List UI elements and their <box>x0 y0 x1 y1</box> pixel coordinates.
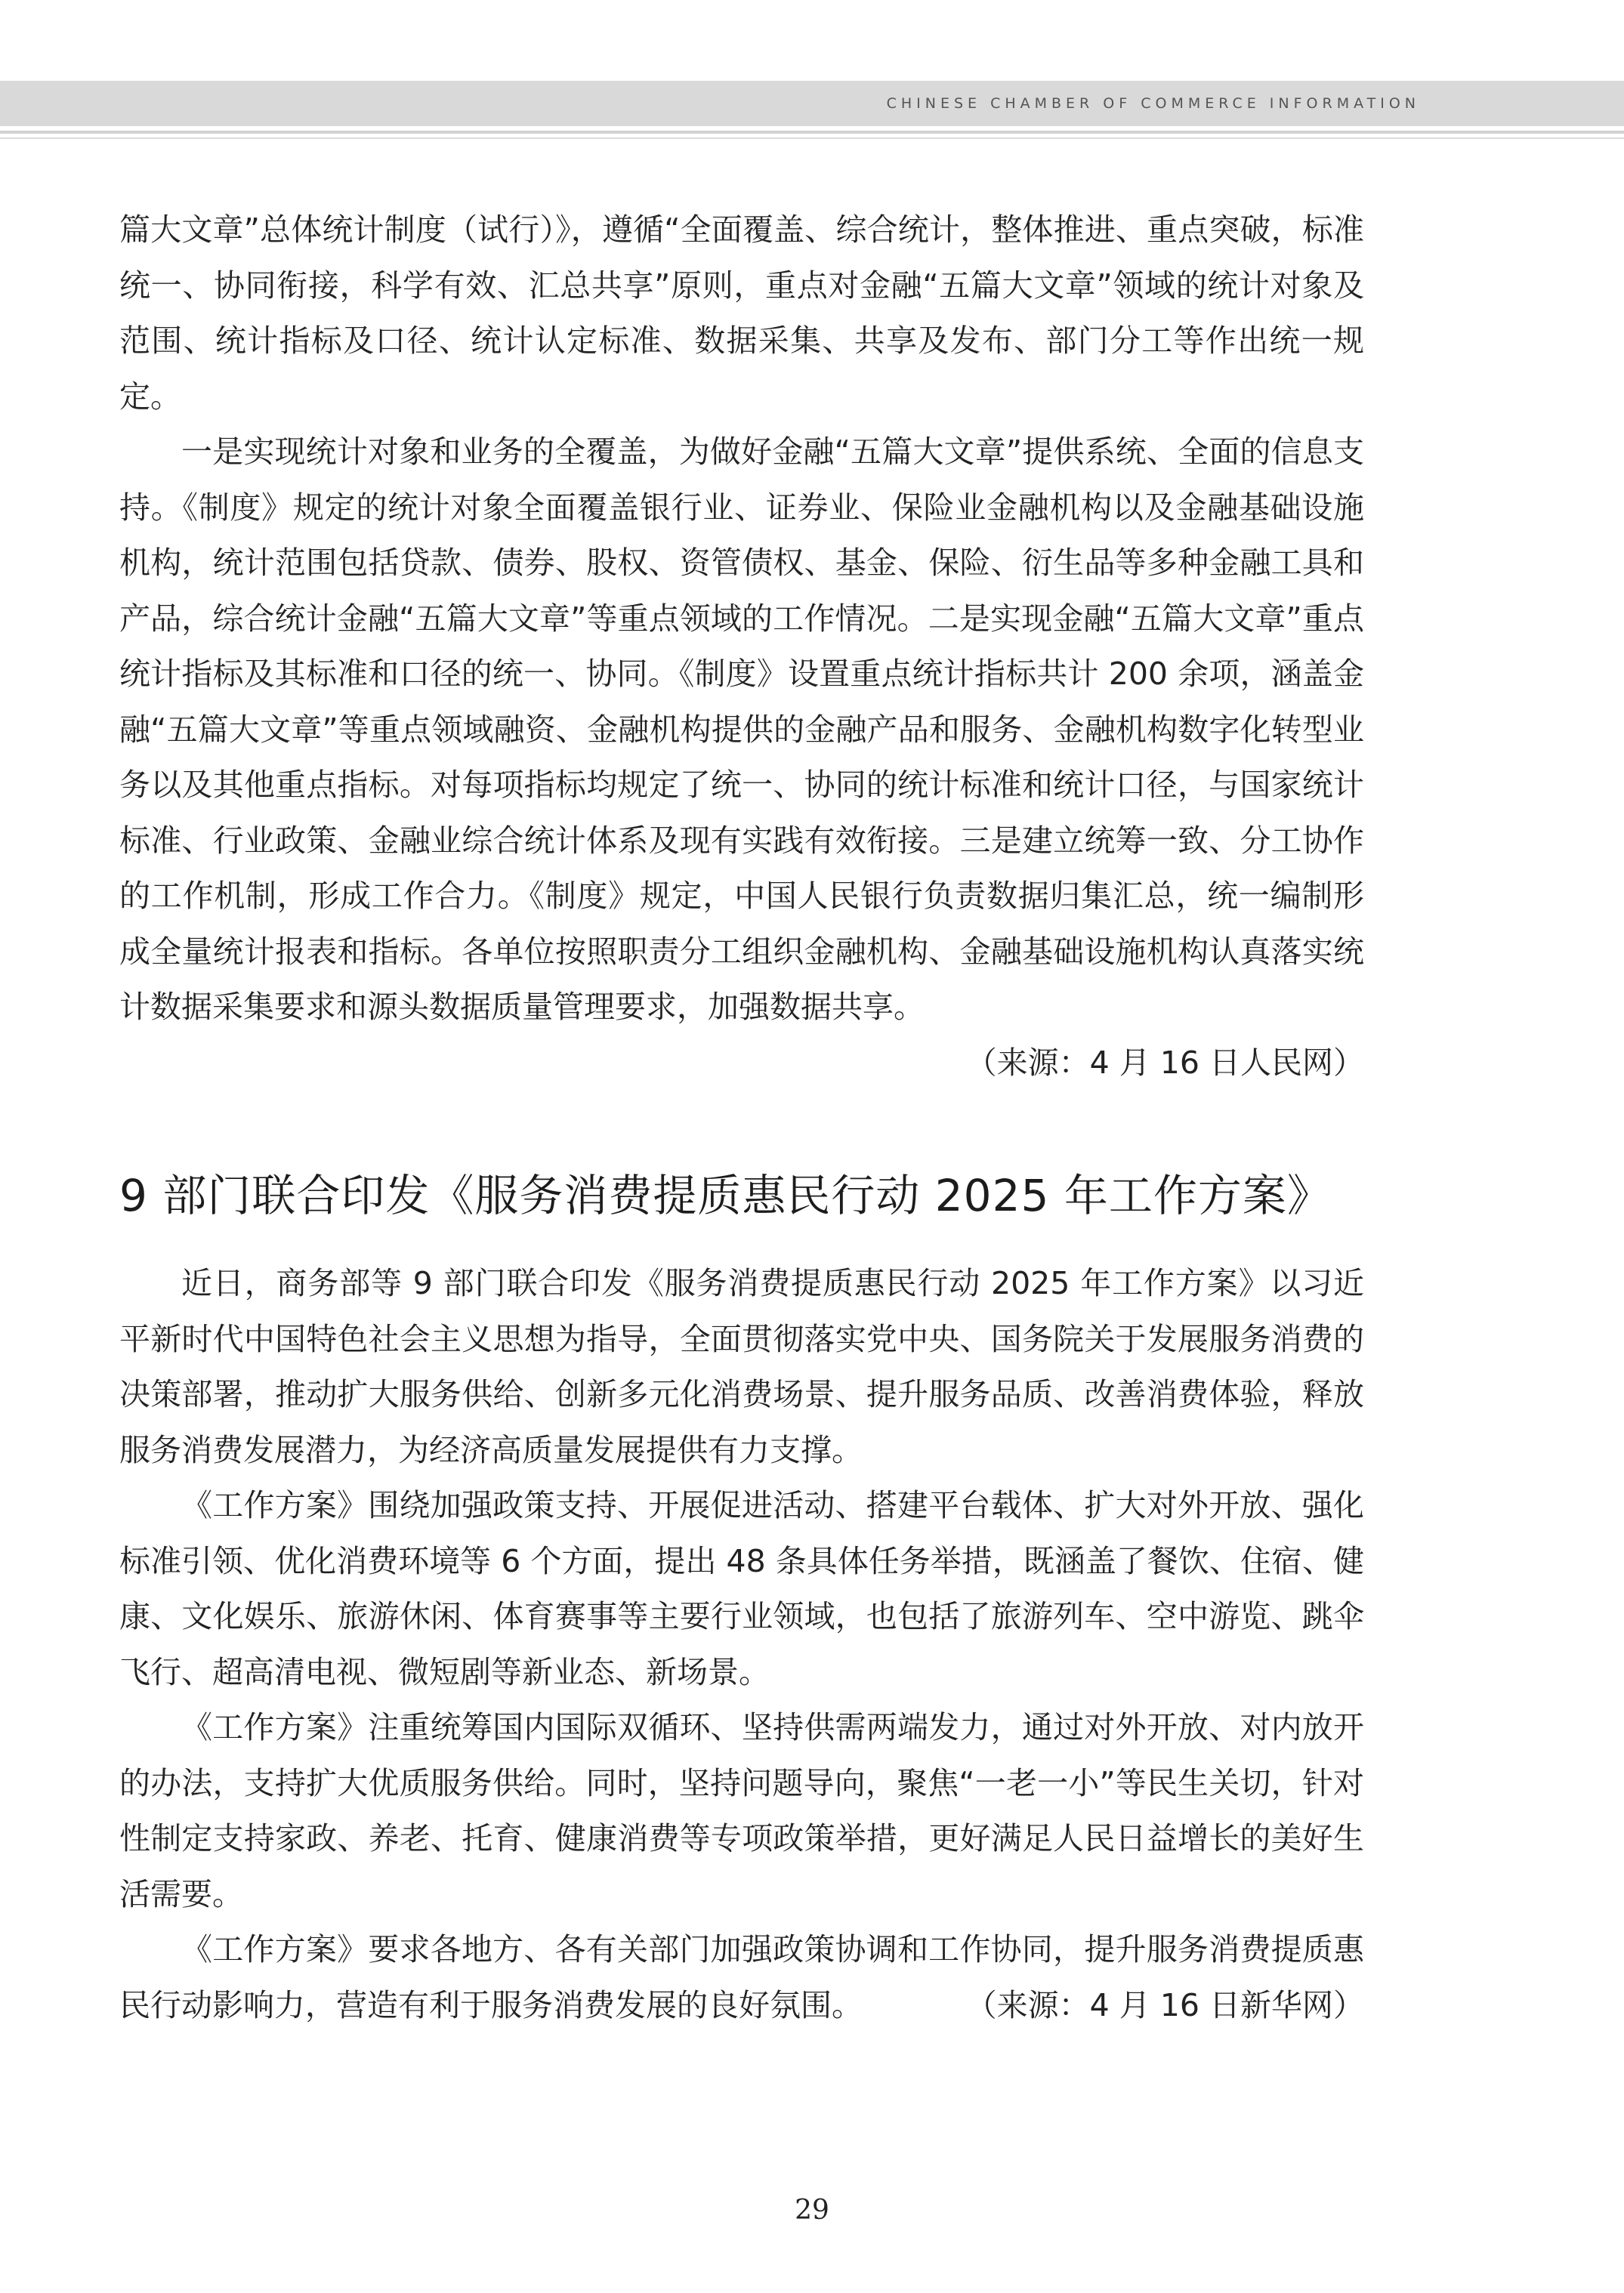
article2-paragraph-1: 近日，商务部等 9 部门联合印发《服务消费提质惠民行动 2025 年工作方案》以习近平新时代中国特色社会主义思想为指导，全面贯彻落实党中央、国务院关于发展服务消费的决策部署，推动扩大服务供给、创新多元化消费场景、提升服务品质、改善消费体验，释放服务消费发展潜力，为经济高质量发展提供有力支撑。 <box>119 1265 1364 1468</box>
page-number: 29 <box>795 2195 829 2226</box>
article2-paragraph-2: 《工作方案》围绕加强政策支持、开展促进活动、搭建平台载体、扩大对外开放、强化标准引领、优化消费环境等 6 个方面，提出 48 条具体任务举措，既涵盖了餐饮、住宿、健康、文化娱乐、旅游休闲、体育赛事等主要行业领域，也包括了旅游列车、空中游览、跳伞飞行、超高清电视、微短剧等新业态、新场景。 <box>119 1487 1364 1690</box>
running-header-band <box>0 81 1624 126</box>
article1-paragraph-2: 一是实现统计对象和业务的全覆盖，为做好金融“五篇大文章”提供系统、全面的信息支持。《制度》规定的统计对象全面覆盖银行业、证券业、保险业金融机构以及金融基础设施机构，统计范围包括贷款、债券、股权、资管债权、基金、保险、衍生品等多种金融工具和产品，综合统计金融“五篇大文章”等重点领域的工作情况。二是实现金融“五篇大文章”重点统计指标及其标准和口径的统一、协同。《制度》设置重点统计指标共计 200 余项，涵盖金融“五篇大文章”等重点领域融资、金融机构提供的金融产品和服务、金融机构数字化转型业务以及其他重点指标。对每项指标均规定了统一、协同的统计标准和统计口径，与国家统计标准、行业政策、金融业综合统计体系及现有实践有效衔接。三是建立统筹一致、分工协作的工作机制，形成工作合力。《制度》规定，中国人民银行负责数据归集汇总，统一编制形成全量统计报表和指标。各单位按照职责分工组织金融机构、金融基础设施机构认真落实统计数据采集要求和源头数据质量管理要求，加强数据共享。 <box>119 434 1364 1025</box>
article1-paragraph-1: 篇大文章”总体统计制度（试行）》，遵循“全面覆盖、综合统计，整体推进、重点突破，标准统一、协同衔接，科学有效、汇总共享”原则，重点对金融“五篇大文章”领域的统计对象及范围、统计指标及口径、统计认定标准、数据采集、共享及发布、部门分工等作出统一规定。 <box>119 211 1364 415</box>
header-rule-thick <box>0 131 1624 134</box>
article2-source: （来源：4 月 16 日新华网） <box>965 1986 1364 2023</box>
header-rule-thin <box>0 137 1624 139</box>
article2-paragraph-4: 《工作方案》要求各地方、各有关部门加强政策协调和工作协同，提升服务消费提质惠民行动影响力，营造有利于服务消费发展的良好氛围。 <box>119 1931 1364 2023</box>
running-header-title: CHINESE CHAMBER OF COMMERCE INFORMATION <box>886 95 1420 112</box>
page-body <box>119 202 1364 2033</box>
article2-paragraph-3: 《工作方案》注重统筹国内国际双循环、坚持供需两端发力，通过对外开放、对内放开的办法，支持扩大优质服务供给。同时，坚持问题导向，聚焦“一老一小”等民生关切，针对性制定支持家政、养老、托育、健康消费等专项政策举措，更好满足人民日益增长的美好生活需要。 <box>119 1709 1364 1912</box>
article1-source: （来源：4 月 16 日人民网） <box>965 1044 1364 1081</box>
article2-title: 9 部门联合印发《服务消费提质惠民行动 2025 年工作方案》 <box>119 1170 1332 1221</box>
